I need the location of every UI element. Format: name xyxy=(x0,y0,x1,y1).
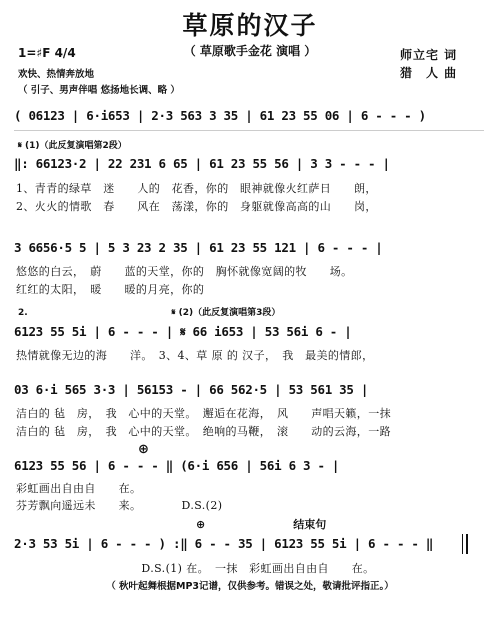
lyric-line: 热情就像无边的海 洋。 3、4、草 原 的 汉子， 我 最美的情郎， xyxy=(16,349,374,362)
tempo-marking: 欢快、热情奔放地 xyxy=(18,69,95,80)
final-barline-thin xyxy=(462,534,463,554)
ending-coda-marker: ⊕ 结束句 xyxy=(196,518,327,531)
coda-sign: ⊕ xyxy=(138,442,149,457)
volta-segno-marker: 2. 𝄋 (2)（此反复演唱第3段） xyxy=(18,308,281,318)
score-notes-line: 2·3 53 5i | 6 - - - ) :‖ 6 - - 35 | 6123 55 5i | 6 - - - ‖ xyxy=(14,536,434,551)
lyric-line: 悠悠的白云， 蔚 蓝的天堂，你的 胸怀就像宽阔的牧 场。 xyxy=(16,265,353,278)
composer-credit: 猎 人 曲 xyxy=(400,66,458,80)
song-title: 草原的汉子 xyxy=(182,11,318,40)
lyric-line: D.S.(1) 在。 一抹 彩虹画出自由自 在。 xyxy=(16,562,375,575)
score-notes-line: 03 6·i 565 3·3 | 56153 - | 66 562·5 | 53 561 35 | xyxy=(14,382,369,397)
lyric-line: 红红的太阳， 暖 暖的月亮，你的 xyxy=(16,283,205,296)
score-notes-line: 6123 55 56 | 6 - - - ‖ (6·i 656 | 56i 6 3 - | xyxy=(14,458,340,473)
final-barline-thick xyxy=(466,534,468,554)
lyricist-credit: 师立宅 词 xyxy=(400,48,458,62)
lyric-line: 1、青青的绿草 迷 人的 花香，你的 眼神就像火红萨日 朗， xyxy=(16,182,377,195)
segno-marker: 𝄋 (1)（此反复演唱第2段） xyxy=(18,141,127,151)
song-subtitle: （ 草原歌手金花 演唱 ） xyxy=(183,44,317,58)
score-notes-line: 3 6656·5 5 | 5 3 23 2 35 | 61 23 55 121 | 6 - - - | xyxy=(14,240,383,255)
lyric-line: 2、火火的情歌 春 风在 荡漾，你的 身躯就像高高的山 岗， xyxy=(16,200,377,213)
score-notes-line: 6123 55 5i | 6 - - - | 𝄋 66 i653 | 53 56i 6 - | xyxy=(14,324,352,339)
lyric-line: 芬芳飘向遥远未 来。 D.S.(2) xyxy=(16,499,223,512)
divider xyxy=(14,130,484,131)
score-notes-line: ( 06123 | 6·i653 | 2·3 563 3 35 | 61 23 55 06 | 6 - - - ) xyxy=(14,108,426,123)
key-signature: 1=♯F 4/4 xyxy=(18,46,76,60)
score-notes-line: ‖: 66123·2 | 22 231 6 65 | 61 23 55 56 | 3 3 - - - | xyxy=(14,156,390,171)
intro-note: （ 引子、男声伴唱 悠扬地长调、略 ） xyxy=(18,85,180,96)
lyric-line: 洁白的 毡 房， 我 心中的天堂。 绝响的马鞭， 滚 动的云海，一路 xyxy=(16,425,391,438)
lyric-line: 洁白的 毡 房， 我 心中的天堂。 邂逅在花海， 风 声唱天籁，一抹 xyxy=(16,407,391,420)
transcription-note: （ 秋叶起舞根据MP3记谱，仅供参考。错误之处，敬请批评指正。） xyxy=(106,581,394,592)
lyric-line: 彩虹画出自由自 在。 xyxy=(16,482,142,495)
